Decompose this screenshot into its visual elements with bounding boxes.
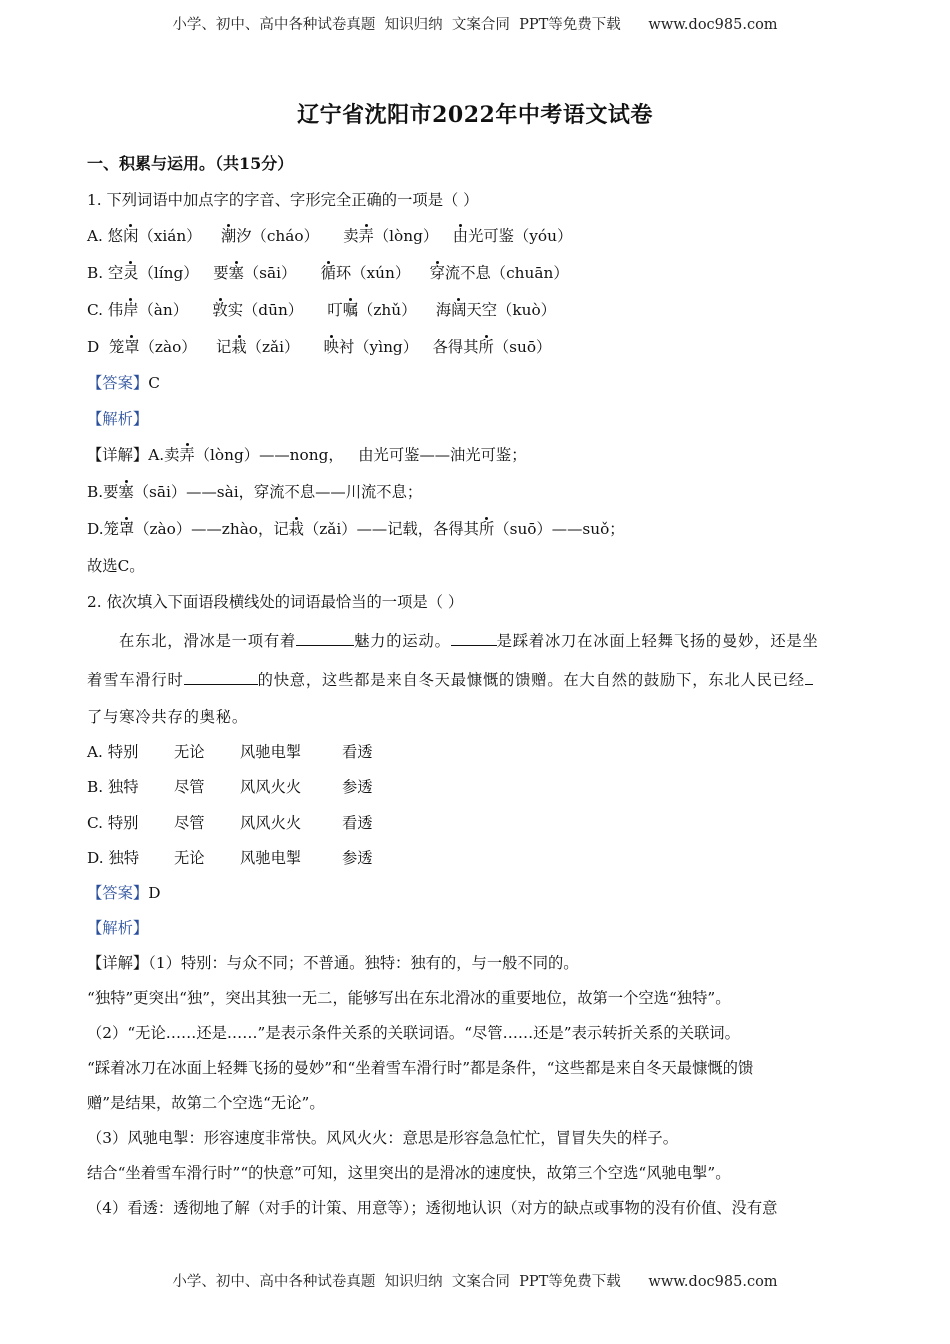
footer-banner: 小学、初中、高中各种试卷真题 知识归纳 文案合同 PPT等免费下载 www.doc985.com: [172, 1274, 778, 1290]
q2-option-b[interactable]: B. 独特 尽管 风风火火 参透: [87, 778, 373, 796]
q1-option-b[interactable]: B. 空灵（líng） 要塞（sāi） 循环（xún） 穿流不息（chuān）: [87, 264, 569, 282]
q1-option-c[interactable]: C. 伟岸（àn） 敦实（dūn） 叮嘱（zhǔ） 海阔天空（kuò）: [87, 301, 556, 319]
q2-option-a[interactable]: A. 特别 无论 风驰电掣 看透: [87, 743, 373, 761]
q2-explain-4: “踩着冰刀在冰面上轻舞飞扬的曼妙”和“坐着雪车滑行时”都是条件，“这些都是来自冬天最慷慨的馈: [87, 1059, 754, 1077]
q1-analysis-label: 【解析】: [87, 410, 149, 428]
page-title: 辽宁省沈阳市2022年中考语文试卷: [297, 102, 653, 128]
q1-detail-3: D.笼罩（zào）——zhào，记栽（zǎi）——记载，各得其所（suō）——suǒ；: [87, 520, 625, 538]
q2-answer: 【答案】D: [87, 884, 161, 902]
q1-conclusion: 故选C。: [87, 557, 145, 575]
q2-option-c[interactable]: C. 特别 尽管 风风火火 看透: [87, 814, 373, 832]
q2-analysis-label: 【解析】: [87, 919, 149, 937]
q1-detail-1: 【详解】A.卖弄（lòng）——nong， 由光可鉴——油光可鉴；: [87, 446, 527, 464]
q2-explain-2: “独特”更突出“独”，突出其独一无二，能够写出在东北滑冰的重要地位，故第一个空选“独特”。: [87, 989, 731, 1007]
answer-label: 【答案】: [87, 374, 149, 392]
q2-passage-line-3: 了与寒冷共存的奥秘。: [87, 708, 248, 726]
q2-explain-1: 【详解】（1）特别：与众不同；不普通。独特：独有的，与一般不同的。: [87, 954, 579, 972]
q2-stem: 2. 依次填入下面语段横线处的词语最恰当的一项是（ ）: [87, 593, 464, 611]
q1-option-a[interactable]: A. 悠闲（xián） 潮汐（cháo） 卖弄（lòng） 由光可鉴（yóu）: [87, 227, 573, 245]
q2-option-d[interactable]: D. 独特 无论 风驰电掣 参透: [87, 849, 373, 867]
q2-explain-6: （3）风驰电掣：形容速度非常快。风风火火：意思是形容急急忙忙，冒冒失失的样子。: [87, 1129, 679, 1147]
q1-answer: 【答案】C: [87, 374, 160, 392]
blank-1: [296, 629, 354, 646]
q2-passage-line-2: 着雪车滑行时 的快意，这些都是来自冬天最慷慨的馈赠。在大自然的鼓励下，东北人民已经: [87, 668, 867, 690]
blank-2: [451, 629, 497, 646]
q1-option-d[interactable]: D 笼罩（zào） 记栽（zǎi） 映衬（yìng） 各得其所（suō）: [87, 338, 552, 356]
answer-label: 【答案】: [87, 884, 149, 902]
blank-4: [805, 668, 813, 685]
q1-stem: 1. 下列词语中加点字的字音、字形完全正确的一项是（ ）: [87, 191, 479, 209]
header-banner: 小学、初中、高中各种试卷真题 知识归纳 文案合同 PPT等免费下载 www.doc985.com: [172, 17, 778, 33]
q1-detail-2: B.要塞（sāi）——sài，穿流不息——川流不息；: [87, 483, 423, 501]
q2-explain-7: 结合“坐着雪车滑行时”“的快意”可知，这里突出的是滑冰的速度快，故第三个空选“风驰电掣”。: [87, 1164, 731, 1182]
q2-passage-line-1: 在东北，滑冰是一项有着 魅力的运动。 是踩着冰刀在冰面上轻舞飞扬的曼妙，还是坐: [87, 629, 867, 651]
q2-explain-5: 赠”是结果，故第二个空选“无论”。: [87, 1094, 325, 1112]
q2-explain-3: （2）“无论……还是……”是表示条件关系的关联词语。“尽管……还是”表示转折关系的关联词。: [87, 1024, 740, 1042]
q2-explain-8: （4）看透：透彻地了解（对手的计策、用意等）；透彻地认识（对方的缺点或事物的没有价值、没有意: [87, 1199, 778, 1217]
blank-3: [184, 668, 258, 685]
exam-content: [87, 150, 867, 1218]
section-heading: 一、积累与运用。（共15分）: [87, 154, 294, 173]
